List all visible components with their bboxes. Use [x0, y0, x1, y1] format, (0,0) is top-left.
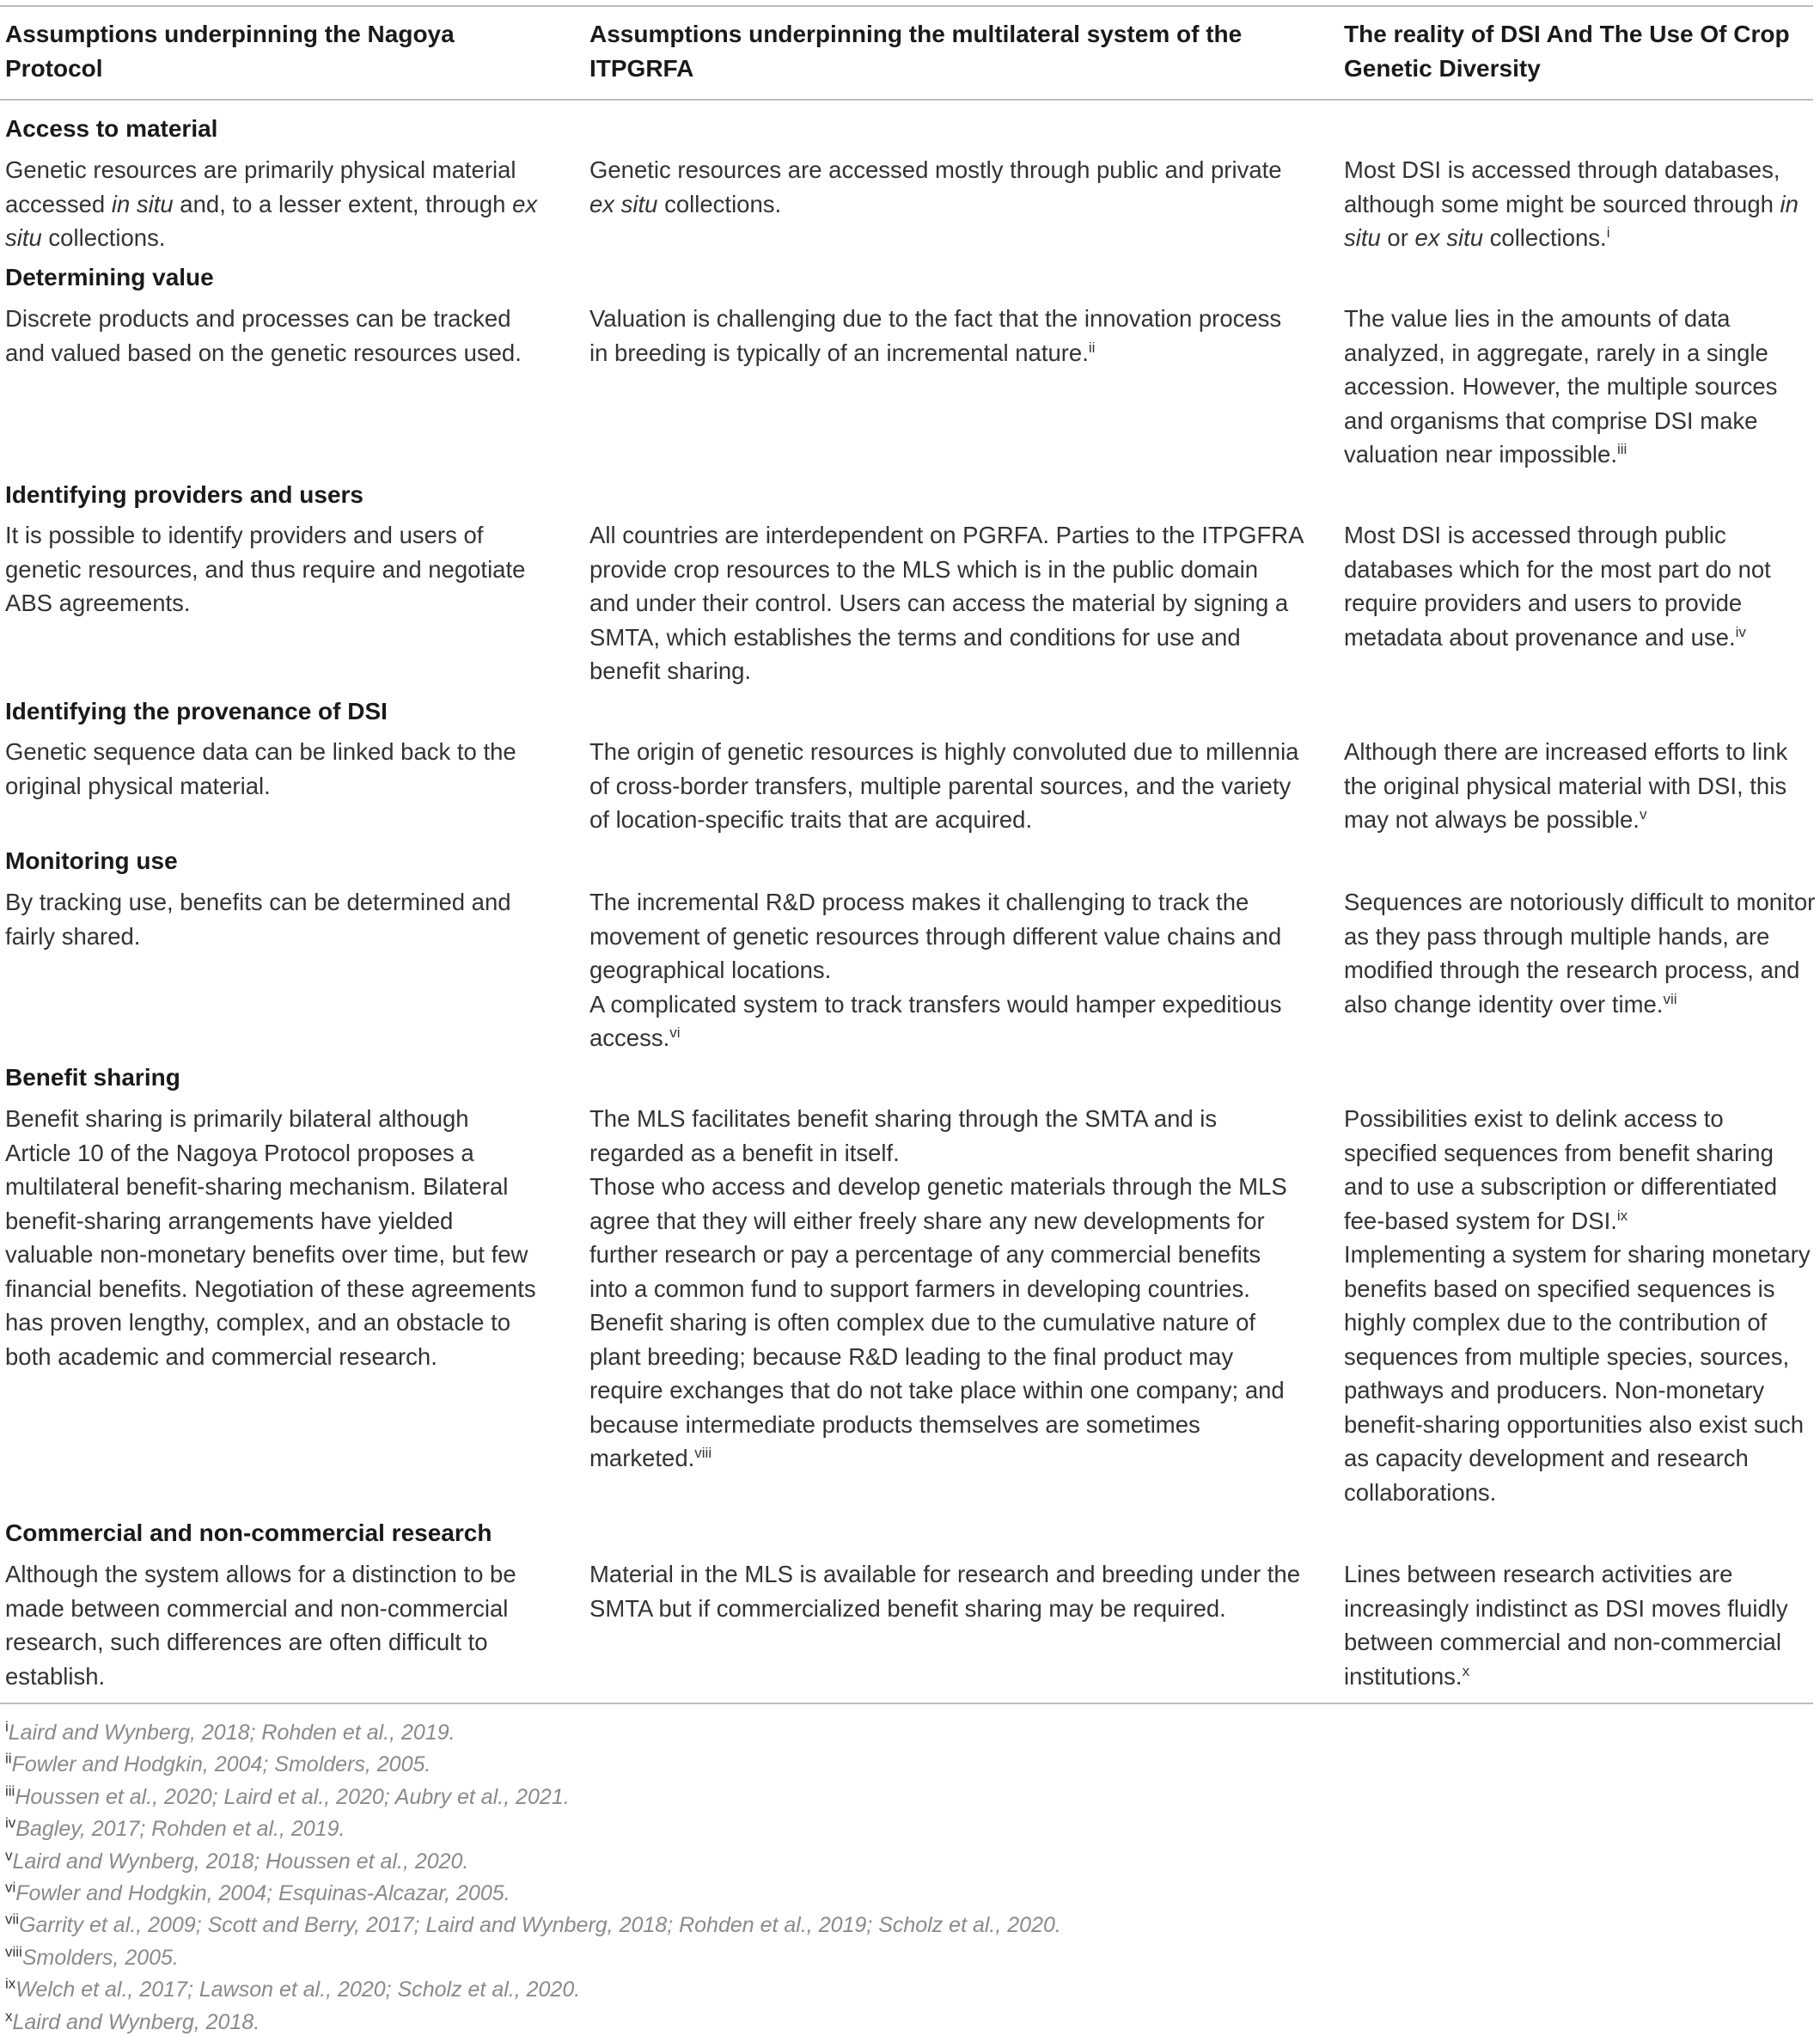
footnote: $^v$Laird and Wynberg, 2018; Houssen et al., 2020.	[5, 1847, 469, 1874]
cell-access-dsi: Most DSI is accessed through databases, although some might be sourced through in situ or ex situ collections.$^i$	[1344, 156, 1799, 251]
footnote-ref: vii	[1663, 990, 1677, 1007]
section-determining-value: Determining value	[5, 264, 214, 290]
footnote-ref: v	[1639, 805, 1647, 822]
footnote-ref: iv	[1735, 623, 1746, 640]
italic-term: in situ	[111, 190, 174, 217]
cell-benefit-nagoya: Benefit sharing is primarily bilateral although Article 10 of the Nagoya Protocol proposes a multilateral benefit-sharing mechanism. Bilateral benefit-sharing arrangements have yielded valuable non-monetary benefits over time, but few financial benefits. Negotiation of these agreements has proven lengthy, complex, and an obstacle to both academic and commercial research.	[5, 1105, 536, 1370]
cell-access-nagoya: Genetic resources are primarily physical material accessed in situ and, to a lesser extent, through ex situ collections.	[5, 156, 538, 251]
cell-commercial-nagoya: Although the system allows for a distinction to be made between commercial and non-commercial research, such differences are often difficult to establish.	[5, 1561, 516, 1690]
section-provenance: Identifying the provenance of DSI	[5, 698, 388, 724]
cell-providers-nagoya: It is possible to identify providers and users of genetic resources, and thus require and negotiate ABS agreements.	[5, 522, 526, 616]
cell-benefit-dsi: Possibilities exist to delink access to specified sequences from benefit sharing and to use a subscription or differentiated fee-based system for DSI.$^{ix}$ Implementing a system for sharing monetary benefits based on specified sequences is highly complex due to the contribution of sequences from multiple species, sources, pathways and producers. Non-monetary benefit-sharing opportunities also exist such as capacity development and research collaborations.	[1344, 1105, 1811, 1506]
cell-value-nagoya: Discrete products and processes can be tracked and valued based on the genetic resources used.	[5, 305, 522, 366]
cell-monitoring-dsi: Sequences are notoriously difficult to monitor as they pass through multiple hands, are modified through the research process, and also change identity over time.$^{vii}$	[1344, 889, 1816, 1018]
footnote-ref: vi	[669, 1024, 681, 1041]
cell-value-dsi: The value lies in the amounts of data analyzed, in aggregate, rarely in a single accession. However, the multiple sources and organisms that comprise DSI make valuation near impossible.$^{iii}$	[1344, 305, 1778, 468]
footnote: $^{vii}$Garrity et al., 2009; Scott and Berry, 2017; Laird and Wynberg, 2018; Rohden et al., 2019; Scholz et al., 2020.	[5, 1911, 1061, 1938]
footnote: $^{iv}$Bagley, 2017; Rohden et al., 2019.	[5, 1814, 345, 1842]
footnote: $^x$Laird and Wynberg, 2018.	[5, 2008, 260, 2034]
cell-commercial-itpgrfa: Material in the MLS is available for research and breeding under the SMTA but if commercialized benefit sharing may be required.	[589, 1561, 1301, 1622]
footnote-ref: x	[1462, 1662, 1470, 1679]
cell-providers-itpgrfa: All countries are interdependent on PGRFA. Parties to the ITPGFRA provide crop resources to the MLS which is in the public domain and under their control. Users can access the material by signing a SMTA, which establishes the terms and conditions for use and benefit sharing.	[589, 522, 1303, 684]
footnote-ref: ix	[1616, 1207, 1628, 1224]
italic-term: ex situ	[589, 190, 658, 217]
italic-term: in situ	[1344, 190, 1799, 251]
footnote: $^{iii}$Houssen et al., 2020; Laird et al., 2020; Aubry et al., 2021.	[5, 1782, 570, 1809]
footnote-ref: ii	[1088, 339, 1096, 356]
footnote: $^{ix}$Welch et al., 2017; Lawson et al., 2020; Scholz et al., 2020.	[5, 1975, 581, 2002]
header-nagoya-protocol: Assumptions underpinning the Nagoya Protocol	[5, 21, 455, 82]
cell-monitoring-itpgrfa: The incremental R&D process makes it challenging to track the movement of genetic resources through different value chains and geographical locations. A complicated system to track transfers would hamper expeditious access.$^{vi}$	[589, 889, 1282, 1051]
header-itpgrfa: Assumptions underpinning the multilateral system of the ITPGRFA	[589, 21, 1243, 82]
footnote: $^{viii}$Smolders, 2005.	[5, 1943, 179, 1970]
footnote-ref: viii	[694, 1444, 712, 1461]
cell-providers-dsi: Most DSI is accessed through public databases which for the most part do not require providers and users to provide metadata about provenance and use.$^{iv}$	[1344, 522, 1771, 651]
header-dsi-reality: The reality of DSI And The Use Of Crop Genetic Diversity	[1344, 21, 1790, 82]
cell-monitoring-nagoya: By tracking use, benefits can be determined and fairly shared.	[5, 889, 511, 950]
section-monitoring-use: Monitoring use	[5, 847, 178, 874]
italic-term: ex situ	[1414, 224, 1484, 251]
footnotes	[5, 1717, 1810, 2039]
footnote: $^{vi}$Fowler and Hodgkin, 2004; Esquinas-Alcazar, 2005.	[5, 1879, 510, 1905]
footnote-ref: iii	[1616, 440, 1628, 457]
italic-term: ex situ	[5, 190, 538, 251]
footnote: $^i$Laird and Wynberg, 2018; Rohden et al., 2019.	[5, 1718, 455, 1745]
cell-provenance-nagoya: Genetic sequence data can be linked back to the original physical material.	[5, 738, 516, 799]
footnote-ref: i	[1606, 223, 1610, 241]
section-benefit-sharing: Benefit sharing	[5, 1064, 180, 1091]
section-providers-users: Identifying providers and users	[5, 481, 363, 508]
section-commercial-research: Commercial and non-commercial research	[5, 1519, 492, 1546]
cell-benefit-itpgrfa: The MLS facilitates benefit sharing through the SMTA and is regarded as a benefit in itself. Those who access and develop genetic materials through the MLS agree that they will either freely share any new developments for further research or pay a percentage of any commercial benefits into a common fund to support farmers in developing countries. Benefit sharing is often complex due to the cumulative nature of plant breeding; because R&D leading to the final product may require exchanges that do not take place within one company; and because intermediate products themselves are sometimes marketed.$^{viii}$	[589, 1105, 1287, 1471]
footer-rule	[0, 1703, 1813, 1704]
footnote: $^{ii}$Fowler and Hodgkin, 2004; Smolders, 2005.	[5, 1751, 431, 1777]
header-rule	[0, 99, 1813, 101]
top-rule	[0, 5, 1813, 7]
cell-provenance-itpgrfa: The origin of genetic resources is highly convoluted due to millennia of cross-border transfers, multiple parental sources, and the variety of location-specific traits that are acquired.	[589, 738, 1299, 833]
cell-commercial-dsi: Lines between research activities are increasingly indistinct as DSI moves fluidly between commercial and non-commercial institutions.$^x$	[1344, 1561, 1788, 1690]
cell-provenance-dsi: Although there are increased efforts to link the original physical material with DSI, this may not always be possible.$^v$	[1344, 738, 1788, 833]
section-access-to-material: Access to material	[5, 115, 218, 142]
cell-access-itpgrfa: Genetic resources are accessed mostly through public and private ex situ collections.	[589, 156, 1282, 217]
cell-value-itpgrfa: Valuation is challenging due to the fact that the innovation process in breeding is typically of an incremental nature.$^{ii}$	[589, 305, 1282, 366]
